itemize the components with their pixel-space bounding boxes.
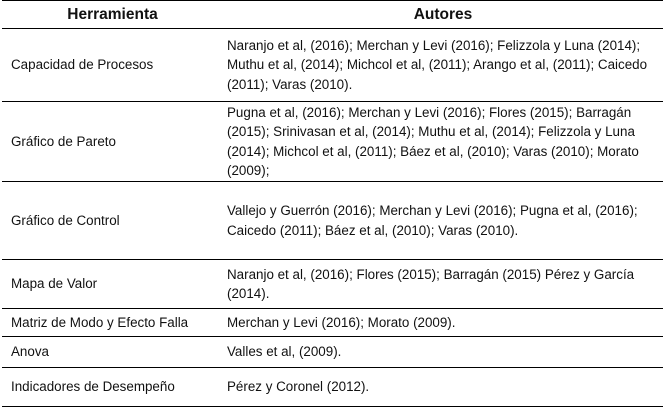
table-row (2, 368, 663, 407)
tool-cell: Capacidad de Procesos (2, 29, 223, 102)
tool-cell: Gráfico de Pareto (2, 102, 223, 182)
authors-cell: Vallejo y Guerrón (2016); Merchan y Levi (2016); Pugna et al, (2016); Caicedo (2011); Báez et al, (2010); Varas (2010). (223, 182, 663, 260)
table-row (2, 182, 663, 260)
table-row (2, 29, 663, 102)
tool-cell: Matriz de Modo y Efecto Falla (2, 309, 223, 337)
table-header-row (2, 1, 663, 29)
authors-cell: Naranjo et al, (2016); Flores (2015); Barragán (2015) Pérez y García (2014). (223, 260, 663, 309)
tool-cell: Gráfico de Control (2, 182, 223, 260)
table-row (2, 260, 663, 309)
table-row (2, 309, 663, 337)
authors-cell: Pérez y Coronel (2012). (223, 368, 663, 407)
authors-cell: Pugna et al, (2016); Merchan y Levi (2016); Flores (2015); Barragán (2015); Srinivasan et al, (2014); Muthu et al, (2014); Felizzola y Luna (2014); Michcol et al, (2011); Báez et al, (2010); Varas (2010); Morato (2009); (223, 102, 663, 182)
tool-cell: Mapa de Valor (2, 260, 223, 309)
authors-cell: Naranjo et al, (2016); Merchan y Levi (2016); Felizzola y Luna (2014); Muthu et al, (2014); Michcol et al, (2011); Arango et al, (2011); Caicedo (2011); Varas (2010). (223, 29, 663, 102)
tools-authors-table (2, 0, 663, 407)
authors-cell: Valles et al, (2009). (223, 337, 663, 368)
header-tool: Herramienta (2, 1, 223, 29)
tool-cell: Anova (2, 337, 223, 368)
header-authors: Autores (223, 1, 663, 29)
authors-cell: Merchan y Levi (2016); Morato (2009). (223, 309, 663, 337)
tool-cell: Indicadores de Desempeño (2, 368, 223, 407)
table-row (2, 337, 663, 368)
table-row (2, 102, 663, 182)
